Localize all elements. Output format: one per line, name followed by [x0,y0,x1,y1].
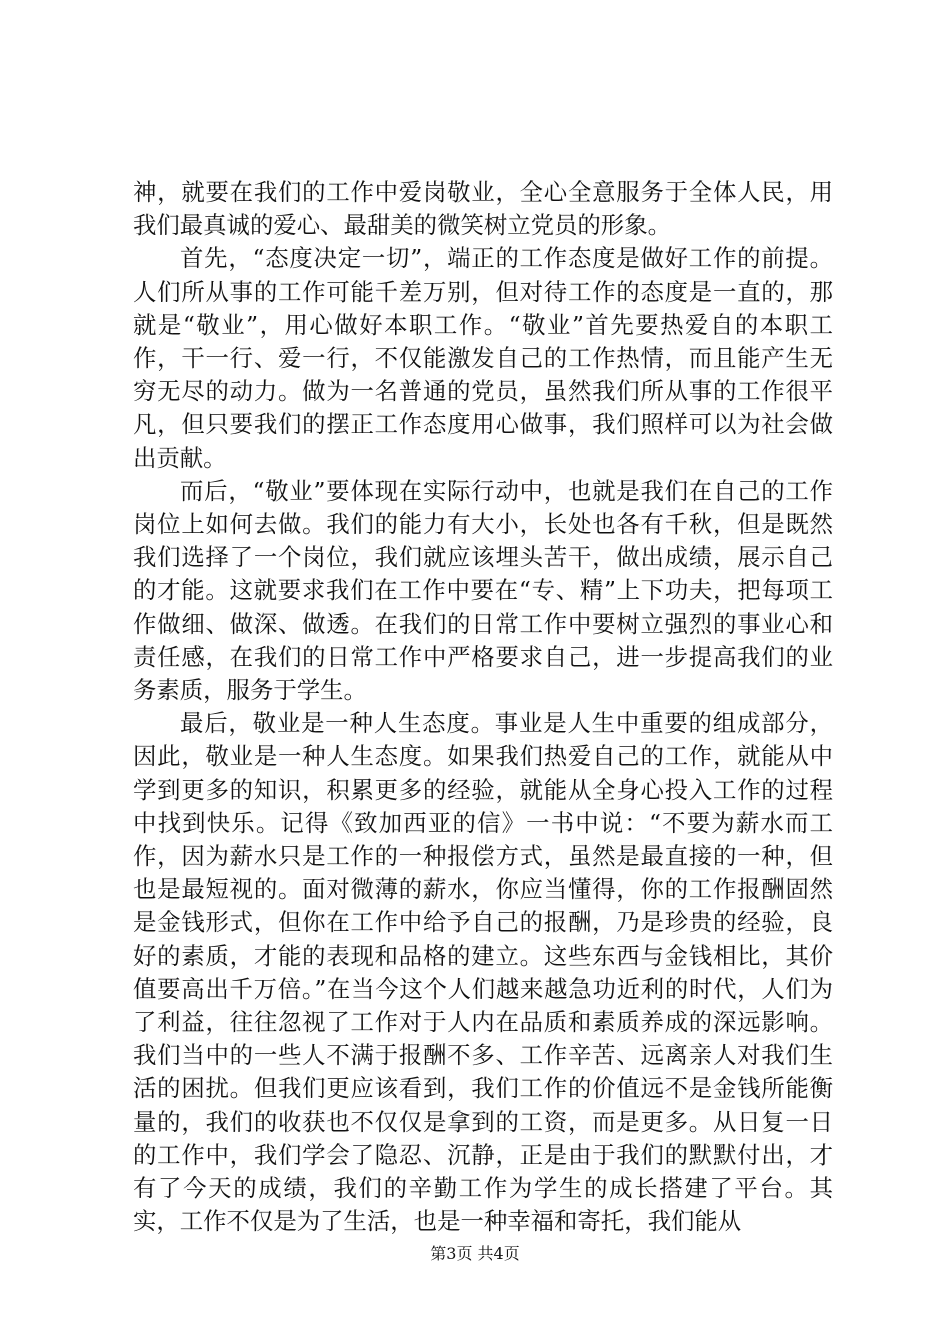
paragraph-action: 而后，“敬业”要体现在实际行动中，也就是我们在自己的工作岗位上如何去做。我们的能力有大小，长处也各有千秋，但是既然我们选择了一个岗位，我们就应该埋头苦干，做出成绩，展示自己的才能。这就要求我们在工作中要在“专、精”上下功夫，把每项工作做细、做深、做透。在我们的日常工作中要树立强烈的事业心和责任感，在我们的日常工作中严格要求自己，进一步提高我们的业务素质，服务于学生。 [133,476,833,705]
paragraph-continuation: 神，就要在我们的工作中爱岗敬业，全心全意服务于全体人民，用我们最真诚的爱心、最甜美的微笑树立党员的形象。 [133,178,833,240]
page-number-footer: 第3页 共4页 [430,1244,520,1263]
paragraph-life-attitude: 最后，敬业是一种人生态度。事业是人生中重要的组成部分，因此，敬业是一种人生态度。如果我们热爱自己的工作，就能从中学到更多的知识，积累更多的经验，就能从全身心投入工作的过程中找到快乐。记得《致加西亚的信》一书中说：“不要为薪水而工作，因为薪水只是工作的一种报偿方式，虽然是最直接的一种，但也是最短视的。面对微薄的薪水，你应当懂得，你的工作报酬固然是金钱形式，但你在工作中给予自己的报酬，乃是珍贵的经验，良好的素质，才能的表现和品格的建立。这些东西与金钱相比，其价值要高出千万倍。”在当今这个人们越来越急功近利的时代，人们为了利益，往往忽视了工作对于人内在品质和素质养成的深远影响。我们当中的一些人不满于报酬不多、工作辛苦、远离亲人对我们生活的困扰。但我们更应该看到，我们工作的价值远不是金钱所能衡量的，我们的收获也不仅仅是拿到的工资，而是更多。从日复一日的工作中，我们学会了隐忍、沉静，正是由于我们的默默付出，才有了今天的成绩，我们的辛勤工作为学生的成长搭建了平台。其实，工作不仅是为了生活，也是一种幸福和寄托，我们能从 [133,709,833,1236]
paragraph-attitude: 首先，“态度决定一切”，端正的工作态度是做好工作的前提。人们所从事的工作可能千差万别，但对待工作的态度是一直的，那就是“敬业”，用心做好本职工作。“敬业”首先要热爱自的本职工作，干一行、爱一行，不仅能激发自己的工作热情，而且能产生无穷无尽的动力。做为一名普通的党员，虽然我们所从事的工作很平凡，但只要我们的摆正工作态度用心做事，我们照样可以为社会做出贡献。 [133,244,833,472]
document-body [133,176,833,1239]
